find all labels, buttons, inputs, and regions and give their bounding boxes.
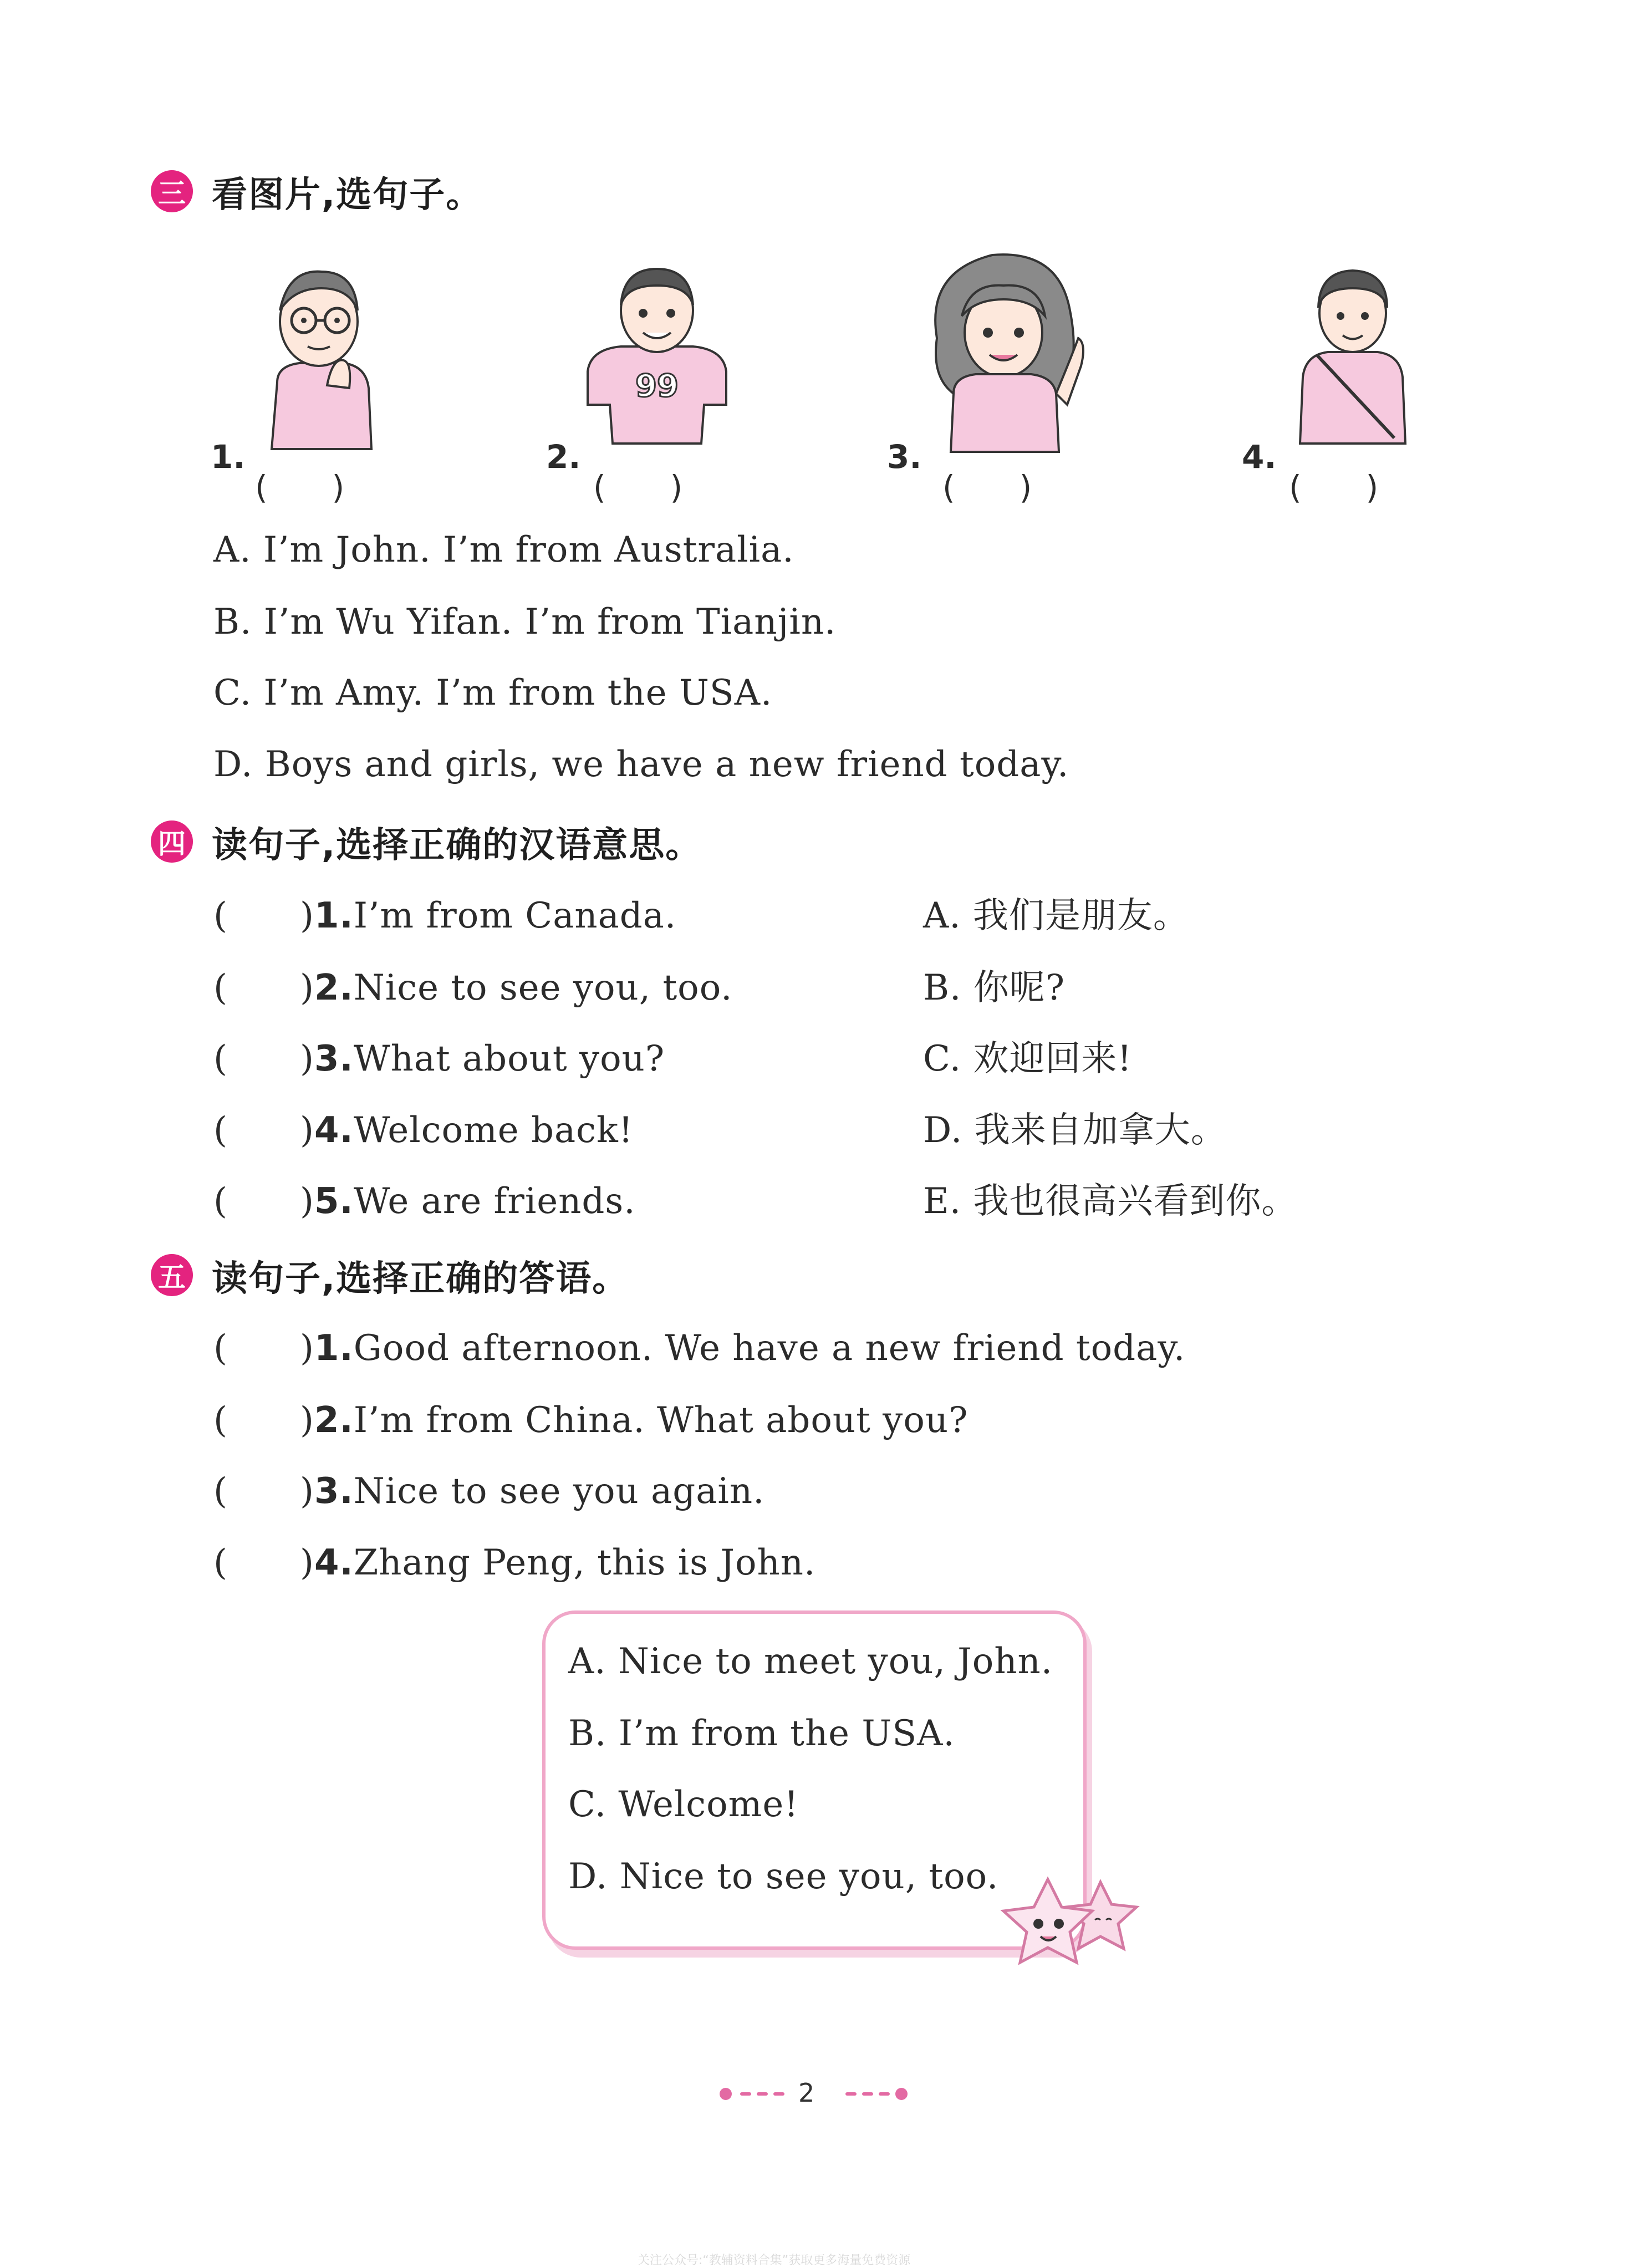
section-3-option-a: A. I’m John. I’m from Australia. — [213, 529, 794, 570]
item-text: Zhang Peng, this is John. — [353, 1542, 816, 1583]
section-3-title: 看图片,选句子。 — [212, 175, 483, 216]
item-number: 5. — [314, 1181, 354, 1222]
section-4-option-c: C. 欢迎回来! — [923, 1038, 1133, 1079]
section-4-title: 读句子,选择正确的汉语意思。 — [212, 825, 702, 866]
page-number: 2 — [798, 2078, 815, 2108]
page-dot-right-icon — [895, 2088, 908, 2100]
boy-with-bag-icon — [1292, 261, 1414, 449]
section-3-badge: 三 — [151, 170, 193, 212]
page-dash-icon — [773, 2092, 784, 2096]
jersey-number: 99 — [635, 368, 679, 404]
page-dot-left-icon — [720, 2088, 732, 2100]
section-4-item-5 — [213, 1173, 636, 1224]
section-4-option-e: E. 我也很高兴看到你。 — [923, 1181, 1298, 1222]
item-number: 1. — [314, 1328, 354, 1369]
item-text: We are friends. — [353, 1181, 636, 1222]
item-text: What about you? — [353, 1038, 665, 1079]
picture-4-answer-blank[interactable]: ( ) — [1289, 468, 1379, 506]
item-text: Welcome back! — [353, 1110, 634, 1151]
item-text: Nice to see you again. — [353, 1471, 765, 1512]
item-text: I’m from China. What about you? — [353, 1400, 969, 1441]
girl-waving-icon — [920, 238, 1098, 455]
section-4-option-d: D. 我来自加拿大。 — [923, 1110, 1227, 1151]
answer-blank[interactable]: ( ) — [213, 1181, 314, 1222]
picture-2-number: 2. — [546, 438, 581, 476]
section-5-answer-a: A. Nice to meet you, John. — [568, 1641, 1053, 1682]
item-text: Nice to see you, too. — [353, 967, 733, 1008]
picture-2-answer-blank[interactable]: ( ) — [593, 468, 683, 506]
item-number: 4. — [314, 1110, 354, 1151]
section-4-item-2 — [213, 959, 732, 1010]
section-4-option-a: A. 我们是朋友。 — [923, 895, 1189, 936]
item-number: 3. — [314, 1471, 354, 1512]
section-3-option-c: C. I’m Amy. I’m from the USA. — [213, 672, 773, 713]
item-text: Good afternoon. We have a new friend today. — [353, 1328, 1186, 1369]
answer-blank[interactable]: ( ) — [213, 1038, 314, 1079]
section-5-item-3 — [213, 1462, 764, 1513]
picture-1-number: 1. — [211, 438, 246, 476]
picture-3-answer-blank[interactable]: ( ) — [942, 468, 1032, 506]
section-4-badge: 四 — [151, 820, 193, 863]
section-5-badge: 五 — [151, 1254, 193, 1296]
watermark: 关注公众号:“教辅资料合集”获取更多海量免费资源 — [638, 2254, 911, 2267]
section-3-option-d: D. Boys and girls, we have a new friend today. — [213, 744, 1069, 785]
smiling-stars-icon — [995, 1871, 1145, 1971]
item-number: 4. — [314, 1542, 354, 1583]
item-number: 2. — [314, 967, 354, 1008]
section-4-item-4 — [213, 1102, 633, 1153]
answer-blank[interactable]: ( ) — [213, 1471, 314, 1512]
section-4-item-3 — [213, 1030, 665, 1081]
item-number: 1. — [314, 895, 354, 936]
picture-4-number: 4. — [1242, 438, 1277, 476]
page-dash-icon — [845, 2092, 857, 2096]
section-5-item-2 — [213, 1392, 968, 1443]
section-5-answer-c: C. Welcome! — [568, 1784, 799, 1825]
picture-3-number: 3. — [887, 438, 922, 476]
section-5-title: 读句子,选择正确的答语。 — [212, 1258, 629, 1299]
section-4-item-1 — [213, 887, 676, 938]
page-dash-icon — [757, 2092, 768, 2096]
boy-in-jersey-icon — [582, 261, 732, 449]
section-5-item-4 — [213, 1534, 816, 1585]
answer-blank[interactable]: ( ) — [213, 1542, 314, 1583]
section-5-answer-b: B. I’m from the USA. — [568, 1713, 955, 1754]
answer-blank[interactable]: ( ) — [213, 967, 314, 1008]
item-number: 2. — [314, 1400, 354, 1441]
item-number: 3. — [314, 1038, 354, 1079]
picture-1-answer-blank[interactable]: ( ) — [255, 468, 345, 506]
answer-blank[interactable]: ( ) — [213, 895, 314, 936]
answer-blank[interactable]: ( ) — [213, 1328, 314, 1369]
boy-with-glasses-thinking-icon — [255, 255, 388, 455]
page-dash-icon — [862, 2092, 873, 2096]
section-5-answer-d: D. Nice to see you, too. — [568, 1856, 999, 1897]
item-text: I’m from Canada. — [353, 895, 677, 936]
page-dash-icon — [740, 2092, 751, 2096]
page-dash-icon — [879, 2092, 890, 2096]
section-3-option-b: B. I’m Wu Yifan. I’m from Tianjin. — [213, 602, 837, 643]
answer-blank[interactable]: ( ) — [213, 1110, 314, 1151]
section-4-option-b: B. 你呢? — [923, 967, 1066, 1008]
answer-blank[interactable]: ( ) — [213, 1400, 314, 1441]
section-5-item-1 — [213, 1319, 1185, 1370]
